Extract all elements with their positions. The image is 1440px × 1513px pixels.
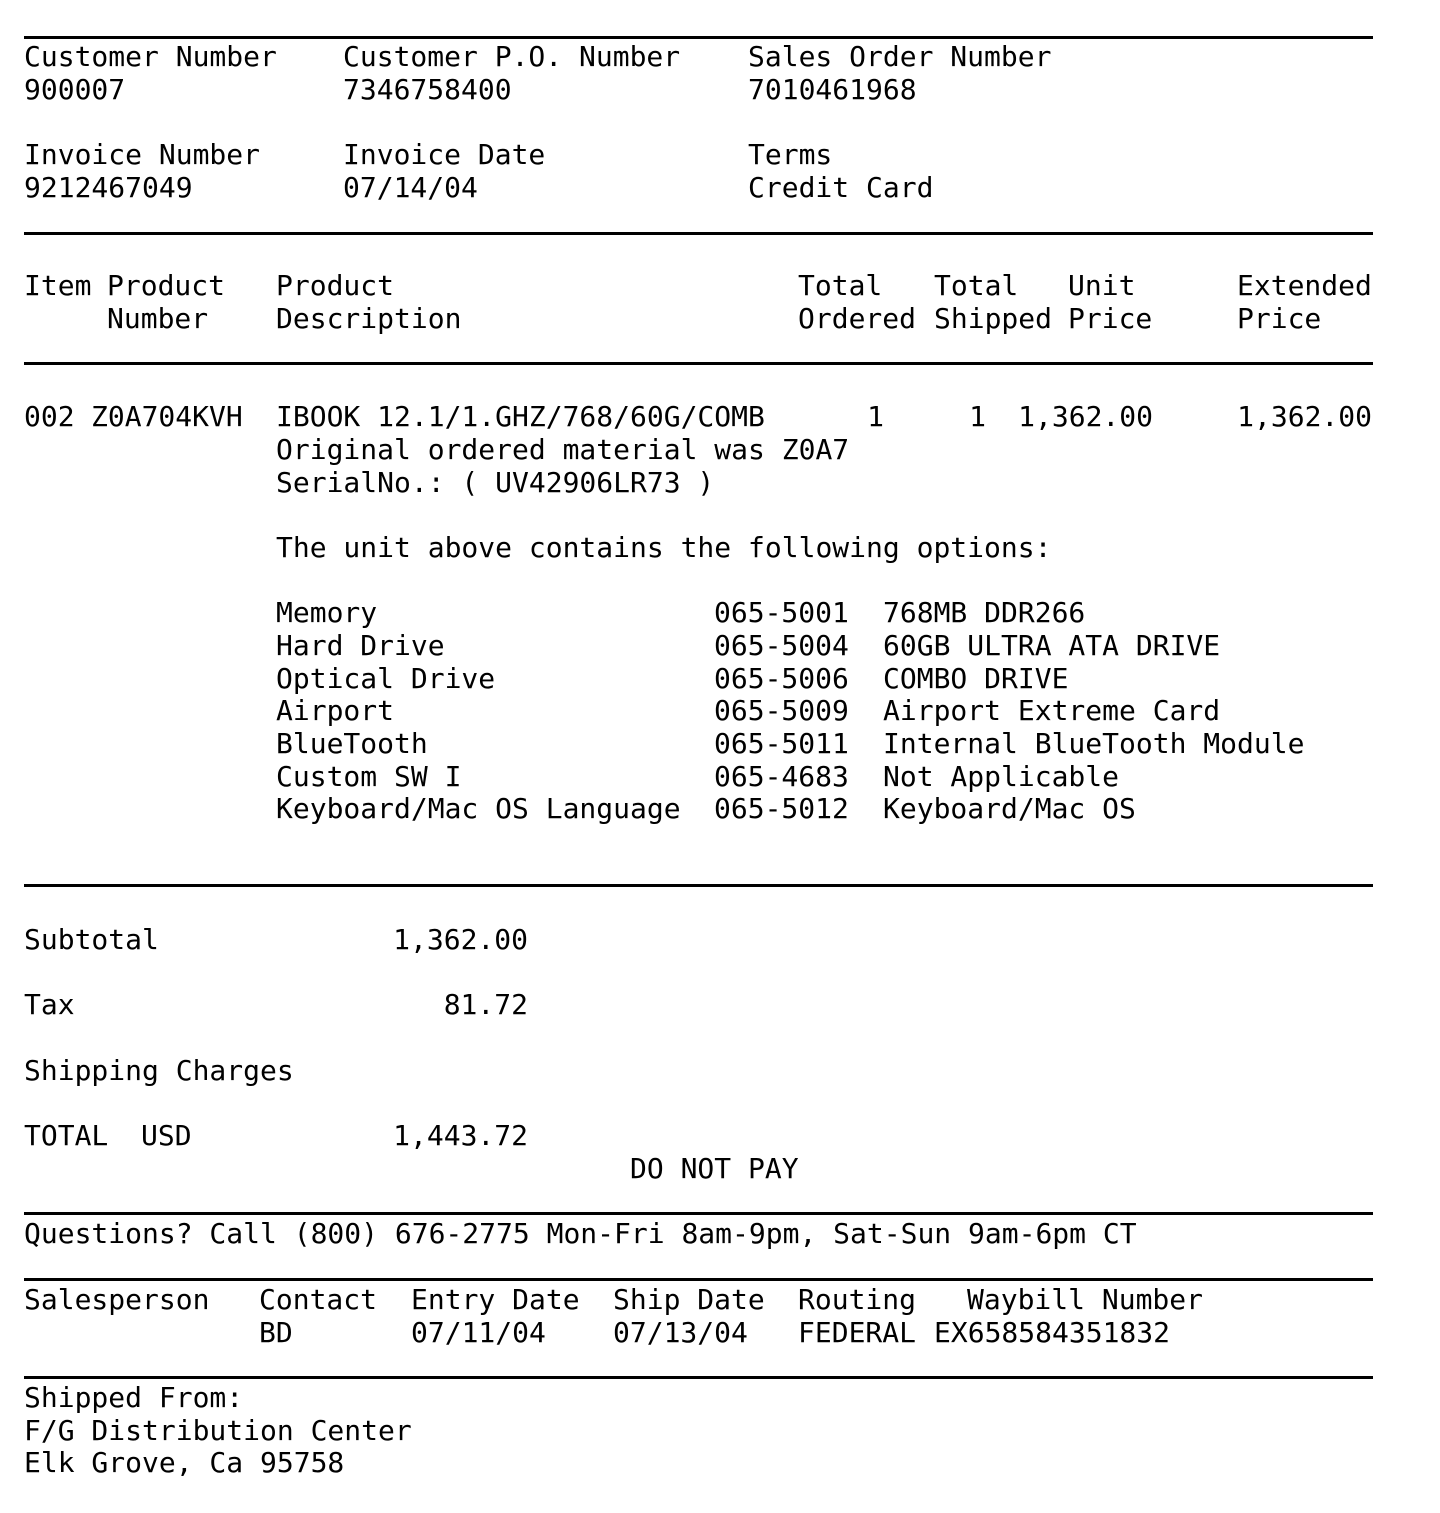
- customer-po-value: 7346758400: [343, 73, 512, 106]
- col-unit-price-line2: Price: [1068, 302, 1153, 335]
- col-description-line2: Description: [276, 302, 462, 335]
- options-intro: The unit above contains the following options:: [276, 531, 1052, 564]
- total-shipped: 1: [969, 400, 986, 433]
- serial-number: SerialNo.: ( UV42906LR73 ): [276, 466, 715, 499]
- customer-number-label: Customer Number: [24, 40, 277, 73]
- do-not-pay-notice: DO NOT PAY: [630, 1152, 799, 1185]
- salesperson-label: Salesperson: [24, 1283, 210, 1316]
- col-total-ordered-line2: Ordered: [798, 302, 917, 335]
- col-product-number-line2: Number: [107, 302, 209, 335]
- invoice-date-value: 07/14/04: [343, 171, 478, 204]
- extended-price: 1,362.00: [1237, 400, 1372, 433]
- rule-top: [24, 36, 1373, 39]
- option-name: Hard Drive: [276, 629, 445, 662]
- product-description: IBOOK 12.1/1.GHZ/768/60G/COMB: [276, 400, 765, 433]
- ship-date-value: 07/13/04: [613, 1316, 748, 1349]
- option-code: 065-5006: [714, 662, 849, 695]
- customer-po-label: Customer P.O. Number: [343, 40, 681, 73]
- routing-value: FEDERAL: [798, 1316, 917, 1349]
- item-number: 002: [24, 400, 75, 433]
- invoice-date-label: Invoice Date: [343, 138, 546, 171]
- option-name: Optical Drive: [276, 662, 496, 695]
- col-total-ordered-line1: Total: [798, 269, 883, 302]
- invoice-number-value: 9212467049: [24, 171, 193, 204]
- waybill-value: EX658584351832: [934, 1316, 1171, 1349]
- shipped-from-line2: Elk Grove, Ca 95758: [24, 1446, 345, 1479]
- option-desc: 768MB DDR266: [883, 596, 1086, 629]
- col-total-shipped-line1: Total: [934, 269, 1019, 302]
- total-currency: USD: [141, 1119, 192, 1152]
- option-code: 065-5011: [714, 727, 849, 760]
- questions-contact-line: Questions? Call (800) 676-2775 Mon-Fri 8am-9pm, Sat-Sun 9am-6pm CT: [24, 1217, 1137, 1250]
- total-value: 1,443.72: [393, 1119, 528, 1152]
- col-item: Item: [24, 269, 92, 302]
- ship-date-label: Ship Date: [613, 1283, 765, 1316]
- option-desc: 60GB ULTRA ATA DRIVE: [883, 629, 1221, 662]
- rule-columns-bottom: [24, 362, 1373, 365]
- option-code: 065-5012: [714, 792, 849, 825]
- col-description-line1: Product: [276, 269, 395, 302]
- option-code: 065-5001: [714, 596, 849, 629]
- tax-value: 81.72: [443, 988, 528, 1021]
- entry-date-value: 07/11/04: [411, 1316, 546, 1349]
- rule-header-bottom: [24, 232, 1373, 235]
- subtotal-value: 1,362.00: [393, 923, 528, 956]
- option-desc: Keyboard/Mac OS: [883, 792, 1136, 825]
- col-extended-price-line1: Extended: [1237, 269, 1372, 302]
- option-desc: Airport Extreme Card: [883, 694, 1221, 727]
- shipped-from-line1: F/G Distribution Center: [24, 1414, 412, 1447]
- option-desc: COMBO DRIVE: [883, 662, 1069, 695]
- rule-items-bottom: [24, 884, 1373, 887]
- original-material-note: Original ordered material was Z0A7: [276, 433, 850, 466]
- total-ordered: 1: [867, 400, 884, 433]
- option-name: Memory: [276, 596, 378, 629]
- option-name: Custom SW I: [276, 760, 462, 793]
- rule-totals-bottom: [24, 1212, 1373, 1215]
- invoice-number-label: Invoice Number: [24, 138, 261, 171]
- option-code: 065-5004: [714, 629, 849, 662]
- option-code: 065-4683: [714, 760, 849, 793]
- contact-value: BD: [259, 1316, 293, 1349]
- unit-price: 1,362.00: [1018, 400, 1153, 433]
- sales-order-value: 7010461968: [748, 73, 917, 106]
- subtotal-label: Subtotal: [24, 923, 159, 956]
- routing-label: Routing: [798, 1283, 917, 1316]
- rule-questions-bottom: [24, 1278, 1373, 1281]
- shipped-from-label: Shipped From:: [24, 1381, 244, 1414]
- option-code: 065-5009: [714, 694, 849, 727]
- customer-number-value: 900007: [24, 73, 126, 106]
- option-desc: Not Applicable: [883, 760, 1120, 793]
- option-name: Keyboard/Mac OS Language: [276, 792, 681, 825]
- col-total-shipped-line2: Shipped: [934, 302, 1053, 335]
- entry-date-label: Entry Date: [411, 1283, 580, 1316]
- col-unit-price-line1: Unit: [1068, 269, 1136, 302]
- option-name: Airport: [276, 694, 395, 727]
- product-number: Z0A704KVH: [91, 400, 243, 433]
- option-desc: Internal BlueTooth Module: [883, 727, 1305, 760]
- terms-value: Credit Card: [748, 171, 934, 204]
- tax-label: Tax: [24, 988, 75, 1021]
- col-product-number-line1: Product: [107, 269, 226, 302]
- col-extended-price-line2: Price: [1237, 302, 1322, 335]
- shipping-charges-label: Shipping Charges: [24, 1054, 294, 1087]
- sales-order-label: Sales Order Number: [748, 40, 1052, 73]
- terms-label: Terms: [748, 138, 833, 171]
- rule-shipping-bottom: [24, 1376, 1373, 1379]
- total-label: TOTAL: [24, 1119, 109, 1152]
- waybill-label: Waybill Number: [967, 1283, 1204, 1316]
- option-name: BlueTooth: [276, 727, 428, 760]
- contact-label: Contact: [259, 1283, 378, 1316]
